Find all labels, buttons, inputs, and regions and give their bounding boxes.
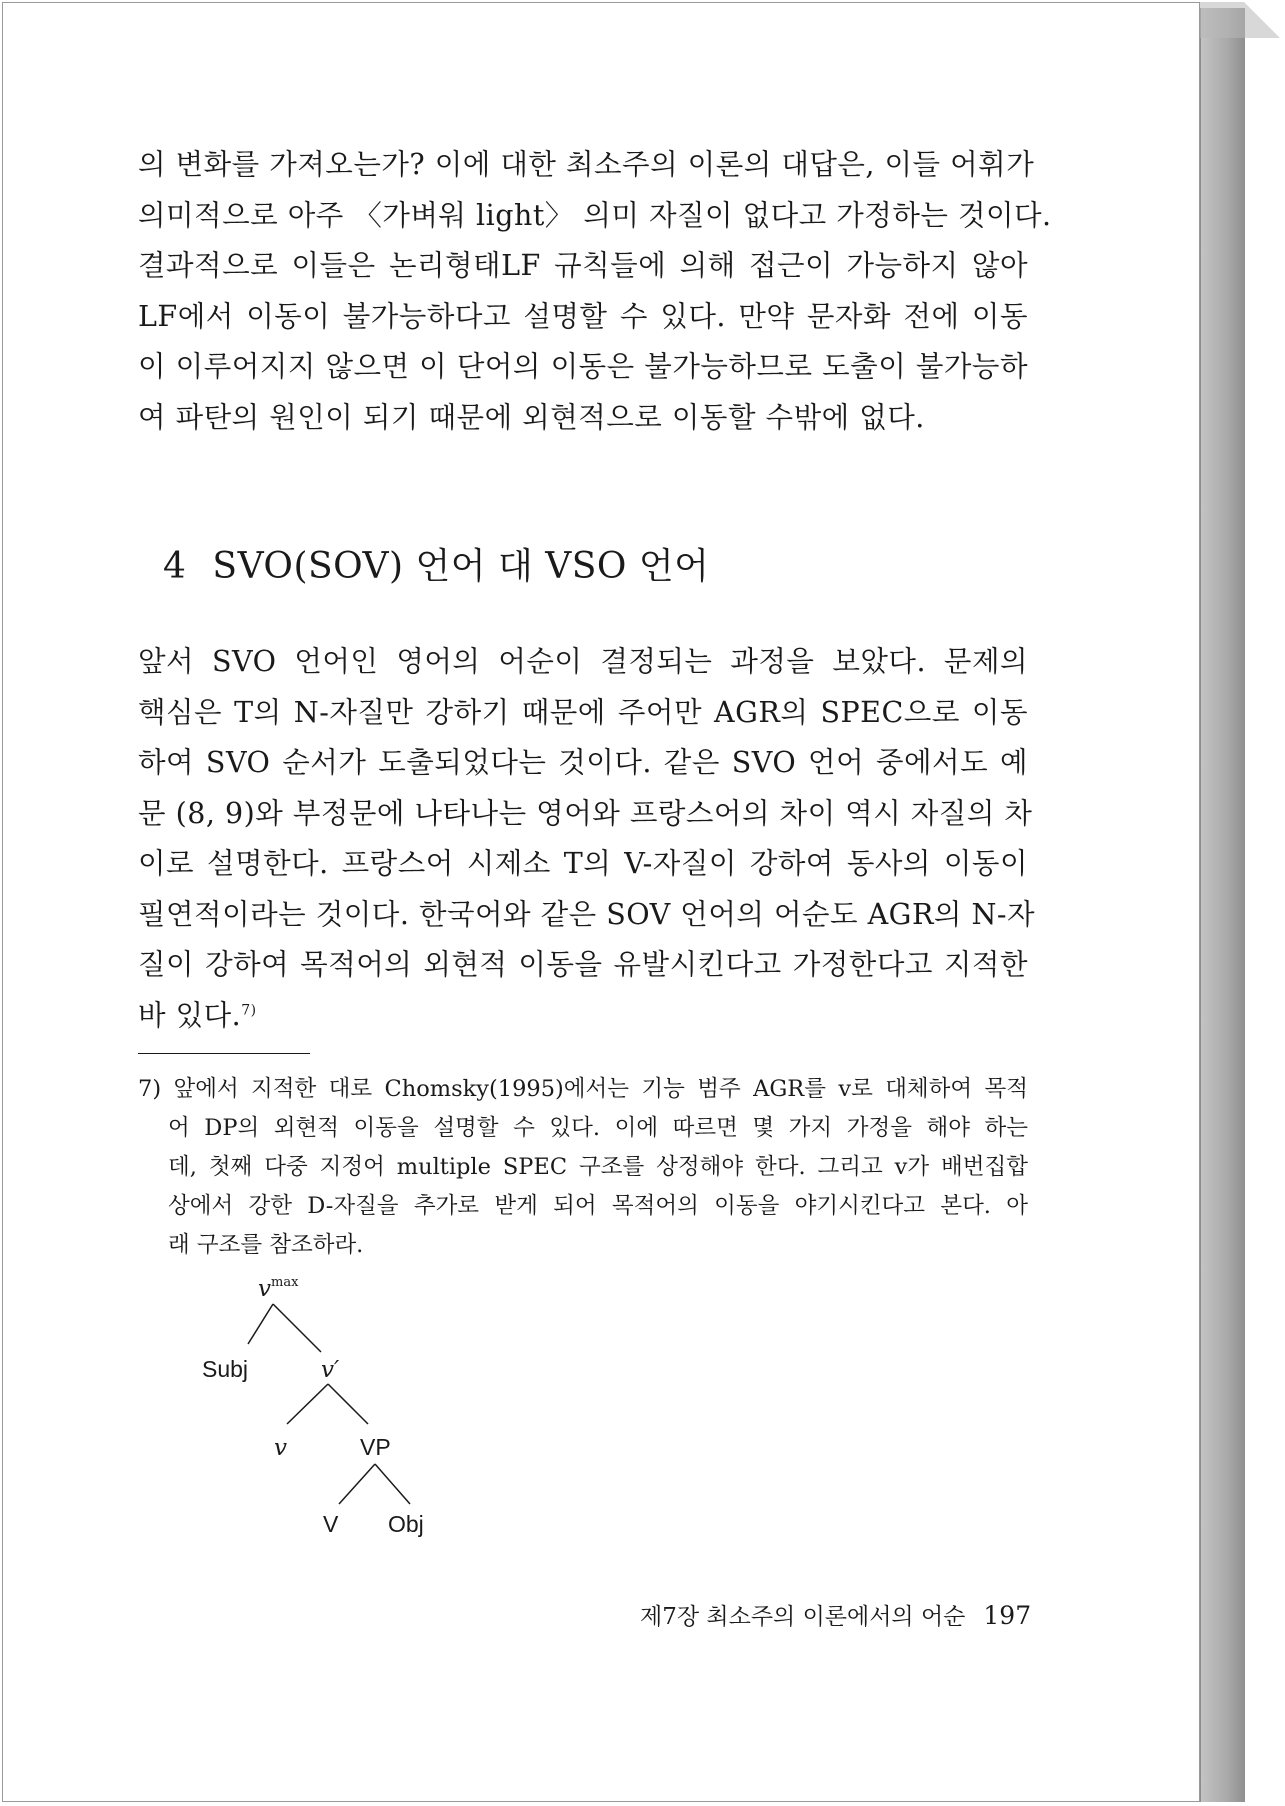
paragraph-line: 하여 SVO 순서가 도출되었다는 것이다. 같은 SVO 언어 중에서도 예 (138, 746, 1028, 779)
footnote-line: 상에서 강한 D-자질을 추가로 받게 되어 목적어의 이동을 야기시킨다고 본다. 아 (168, 1193, 1028, 1219)
tree-branch (248, 1304, 273, 1344)
section-number: 4 (163, 546, 187, 587)
tree-node-subj: Subj (202, 1356, 249, 1382)
paragraph-line: 필연적이라는 것이다. 한국어와 같은 SOV 언어의 어순도 AGR의 N-자 (138, 897, 1036, 931)
footnote-line: 7) 앞에서 지적한 대로 Chomsky(1995)에서는 기능 범주 AGR를 v로 대체하여 목적 (138, 1076, 1028, 1102)
running-footer (640, 1596, 1030, 1637)
footnote-divider (138, 1053, 310, 1054)
syntax-tree-diagram (180, 1260, 480, 1560)
tree-branch (273, 1304, 321, 1352)
footnote-reference[interactable]: 7) (241, 1002, 257, 1018)
paragraph-line: 의 변화를 가져오는가? 이에 대한 최소주의 이론의 대답은, 이들 어휘가 (138, 148, 1035, 181)
tree-node-vmax: $v^{max}$ (258, 1275, 299, 1302)
tree-node-vp: VP (360, 1434, 391, 1460)
paragraph-line: 여 파탄의 원인이 되기 때문에 외현적으로 이동할 수밖에 없다. (138, 400, 925, 434)
footnote-line: 데, 첫째 다중 지정어 multiple SPEC 구조를 상정해야 한다. 그리고 v가 배번집합 (168, 1154, 1028, 1180)
paragraph-line: 이 이루어지지 않으면 이 단어의 이동은 불가능하므로 도출이 불가능하 (138, 350, 1028, 383)
chapter-title: 제7장 최소주의 이론에서의 어순 (640, 1604, 966, 1630)
section-title: SVO(SOV) 언어 대 VSO 언어 (212, 546, 710, 587)
tree-node-verb: V (323, 1511, 339, 1537)
paragraph-line: 핵심은 T의 N-자질만 강하기 때문에 주어만 AGR의 SPEC으로 이동 (138, 695, 1028, 729)
footnote-line: 래 구조를 참조하라. (168, 1232, 364, 1258)
footnote-line: 어 DP의 외현적 이동을 설명할 수 있다. 이에 따르면 몇 가지 가정을 해야 하는 (168, 1115, 1028, 1141)
tree-node-obj: Obj (388, 1511, 424, 1537)
page-edge-shadow (1200, 8, 1245, 1802)
paragraph-line: 결과적으로 이들은 논리형태LF 규칙들에 의해 접근이 가능하지 않아 (138, 249, 1028, 282)
paragraph-line: LF에서 이동이 불가능하다고 설명할 수 있다. 만약 문자화 전에 이동 (138, 299, 1028, 333)
tree-branch (328, 1384, 368, 1424)
paragraph-line-text: 바 있다. (138, 998, 242, 1032)
paragraph-2 (138, 637, 1036, 1041)
paragraph-line: 질이 강하여 목적어의 외현적 이동을 유발시킨다고 가정한다고 지적한 (138, 948, 1028, 981)
tree-node-vbar: v′ (321, 1357, 340, 1383)
page-number: 197 (983, 1601, 1032, 1630)
paragraph-line: 의미적으로 아주 〈가벼워 light〉 의미 자질이 없다고 가정하는 것이다. (138, 198, 1052, 232)
tree-node-v: v (274, 1435, 287, 1461)
page-edge-corner (1200, 2, 1280, 38)
section-heading (163, 538, 709, 596)
footnote-7 (138, 1070, 1028, 1265)
tree-branch (287, 1384, 328, 1424)
tree-branch (375, 1464, 410, 1504)
tree-branch (339, 1464, 375, 1504)
paragraph-line: 문 (8, 9)와 부정문에 나타나는 영어와 프랑스어의 차이 역시 자질의 차 (138, 796, 1033, 830)
paragraph-line (138, 991, 1028, 1042)
paragraph-1 (138, 140, 1052, 443)
paragraph-line: 이로 설명한다. 프랑스어 시제소 T의 V-자질이 강하여 동사의 이동이 (138, 847, 1028, 880)
paragraph-line: 앞서 SVO 언어인 영어의 어순이 결정되는 과정을 보았다. 문제의 (138, 645, 1028, 678)
